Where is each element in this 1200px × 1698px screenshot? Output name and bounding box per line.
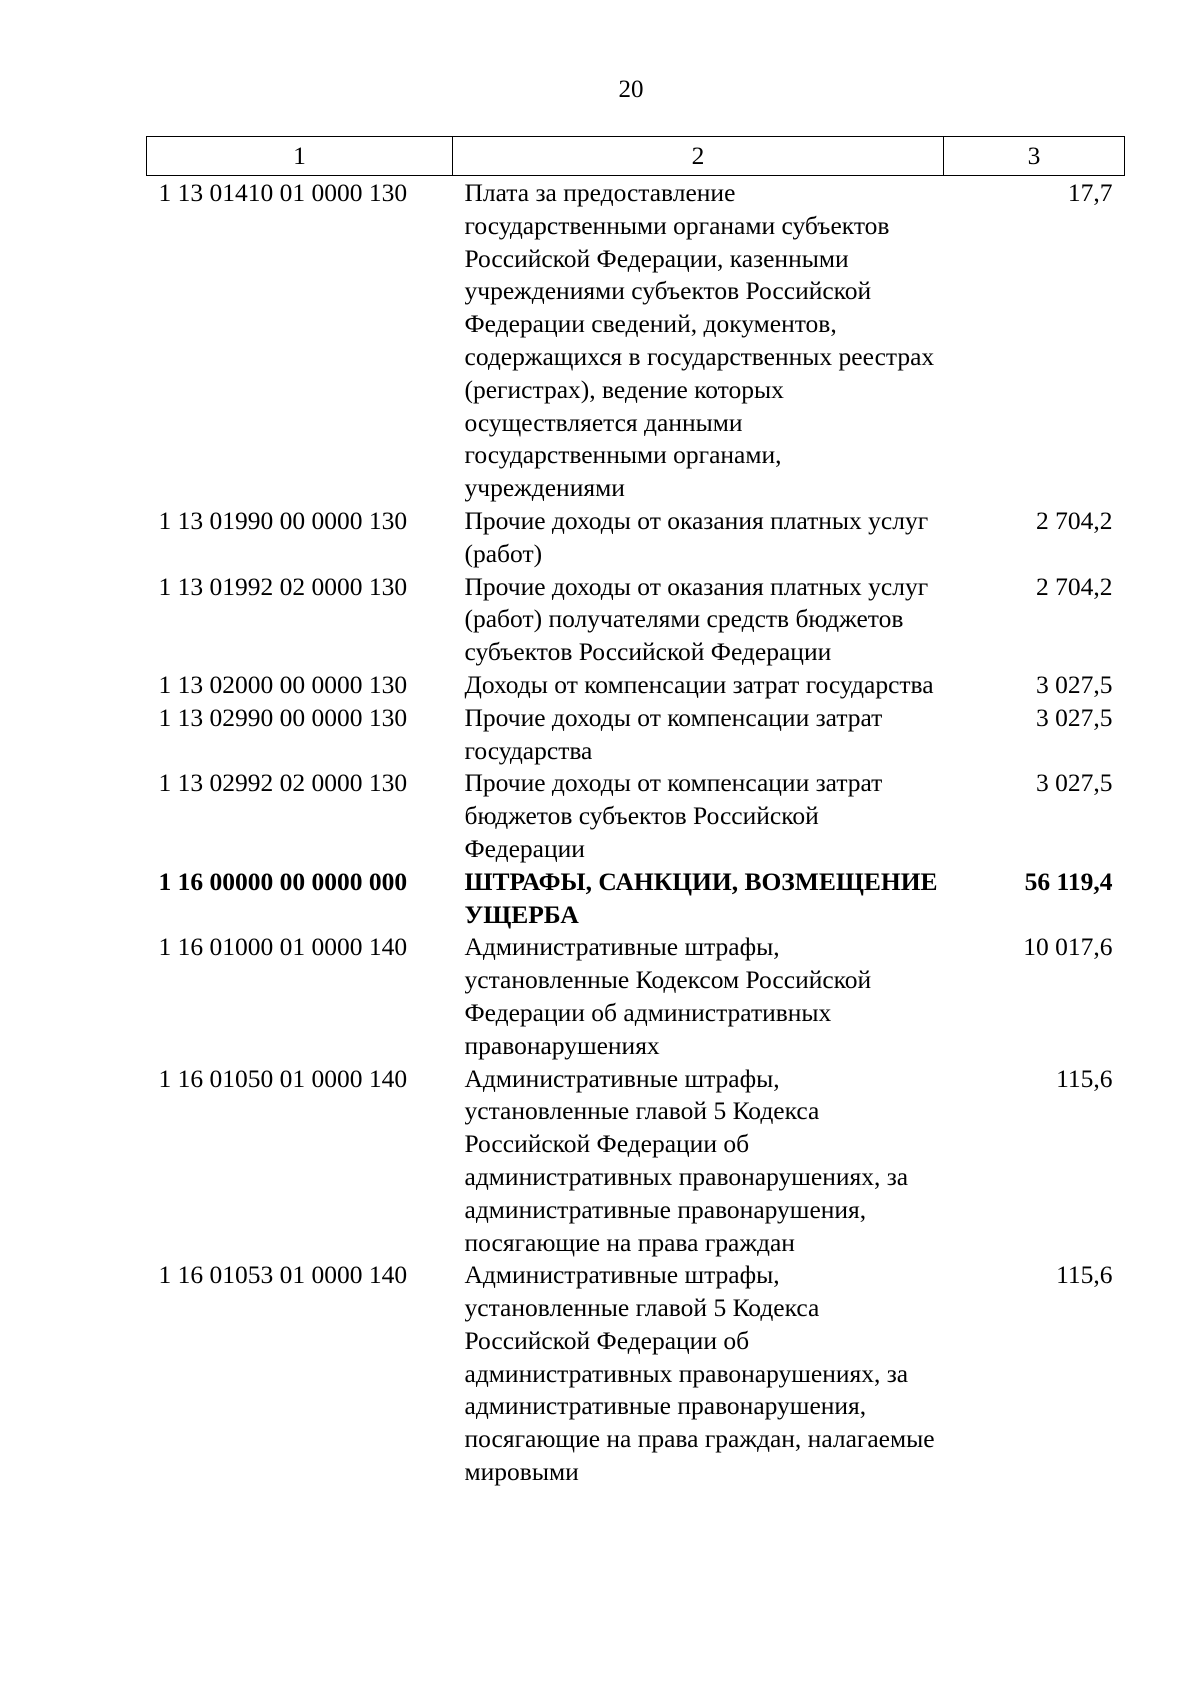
amount-cell: 115,6 [1056,1260,1113,1290]
page-number: 20 [618,76,644,103]
column-header-amount: 3 [944,137,1125,176]
budget-code-cell: 1 16 01050 01 0000 140 [158,1063,408,1093]
amount-cell: 17,7 [1067,178,1113,207]
column-header-name: 2 [453,137,944,176]
amount-cell: 3 027,5 [1036,768,1113,798]
revenue-table [146,136,1125,1489]
amount-cell: 2 704,2 [1036,505,1113,535]
table-row [147,767,1125,865]
budget-code-cell: 1 16 00000 00 0000 000 [158,866,408,896]
revenue-name-cell: Прочие доходы от компенсации затрат бюджетов субъектов Российской Федерации [464,768,883,863]
amount-cell: 56 119,4 [1024,866,1113,896]
revenue-name-cell: Прочие доходы от оказания платных услуг (работ) [464,505,929,568]
table-row [147,571,1125,669]
revenue-name-cell: Административные штрафы, установленные главой 5 Кодекса Российской Федерации об административных правонарушениях, за административные правонарушения, посягающие на права граждан [464,1063,909,1257]
table-row [147,1063,1125,1260]
table-row [147,866,1125,932]
table-row [147,1259,1125,1489]
revenue-name-cell: Административные штрафы, установленные главой 5 Кодекса Российской Федерации об административных правонарушениях, за административные правонарушения, посягающие на права граждан, налагаемые мировыми [464,1260,935,1487]
table-body [147,176,1125,1489]
revenue-name-cell: ШТРАФЫ, САНКЦИИ, ВОЗМЕЩЕНИЕ УЩЕРБА [464,866,938,929]
budget-code-cell: 1 16 01053 01 0000 140 [158,1260,408,1290]
revenue-name-cell: Прочие доходы от компенсации затрат государства [464,702,883,765]
amount-cell: 3 027,5 [1036,702,1113,732]
table-row [147,176,1125,505]
budget-code-cell: 1 13 01990 00 0000 130 [158,505,408,535]
budget-code-cell: 1 16 01000 01 0000 140 [158,932,408,962]
revenue-name-cell: Плата за предоставление государственными органами субъектов Российской Федерации, казенными учреждениями субъектов Российской Федерации сведений, документов, содержащихся в государственных реестрах (регистрах), ведение которых осуществляется данными государственными органами, учреждениями [464,178,935,503]
table-row [147,702,1125,768]
column-header-code: 1 [147,137,453,176]
amount-cell: 10 017,6 [1023,932,1113,962]
budget-code-cell: 1 13 02000 00 0000 130 [158,669,408,699]
amount-cell: 3 027,5 [1036,669,1113,699]
table-header-row [147,137,1125,176]
amount-cell: 2 704,2 [1036,571,1113,601]
table-row [147,505,1125,571]
table-header [147,137,1125,176]
budget-code-cell: 1 13 01410 01 0000 130 [158,178,408,207]
table-row [147,669,1125,702]
revenue-name-cell: Административные штрафы, установленные Кодексом Российской Федерации об административных правонарушениях [464,932,872,1060]
amount-cell: 115,6 [1056,1063,1113,1093]
table-row [147,931,1125,1062]
budget-code-cell: 1 13 01992 02 0000 130 [158,571,408,601]
revenue-name-cell: Доходы от компенсации затрат государства [464,669,934,699]
revenue-name-cell: Прочие доходы от оказания платных услуг (работ) получателями средств бюджетов субъектов Российской Федерации [464,571,929,667]
budget-code-cell: 1 13 02992 02 0000 130 [158,768,408,798]
budget-code-cell: 1 13 02990 00 0000 130 [158,702,408,732]
